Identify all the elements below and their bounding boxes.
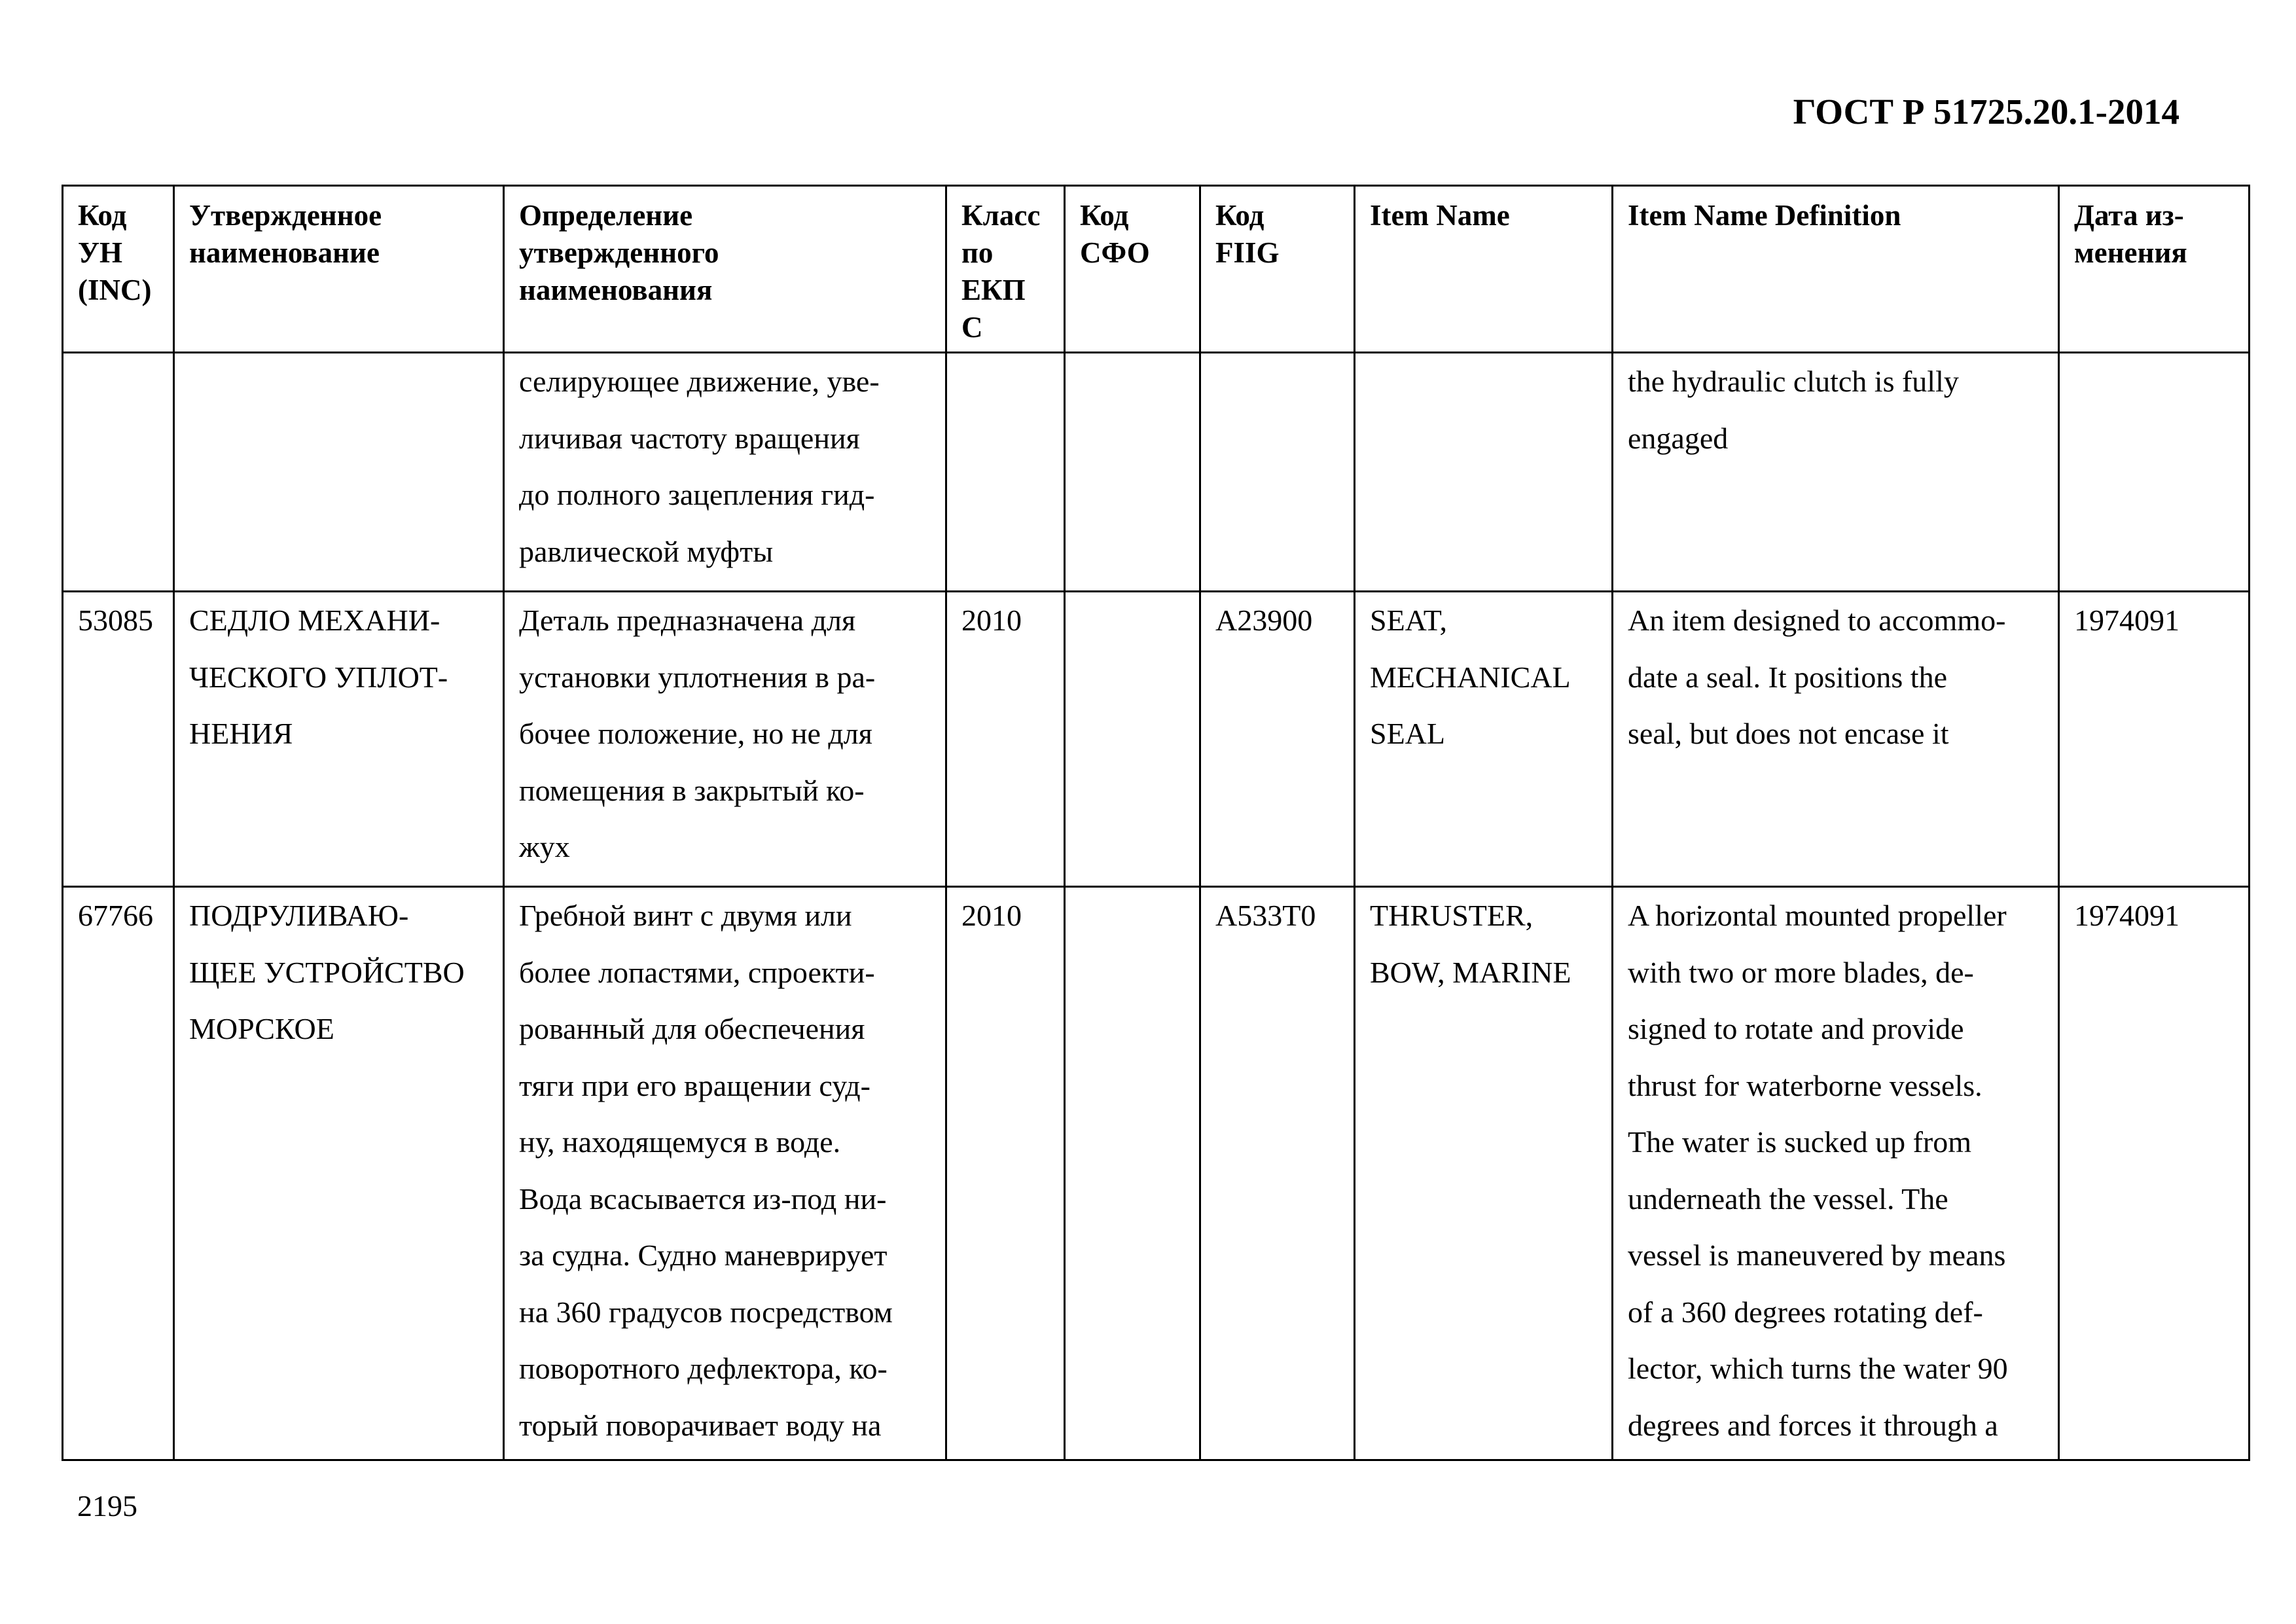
- cell-item-name: SEAT, MECHANICAL SEAL: [1355, 592, 1613, 887]
- cell-inc: 53085: [63, 592, 174, 887]
- header-sfo-code: Код СФО: [1065, 186, 1200, 353]
- cell-class: 2010: [946, 592, 1065, 887]
- cell-inc: [63, 353, 174, 592]
- page-number: 2195: [77, 1489, 137, 1523]
- cell-date: 1974091: [2059, 887, 2250, 1460]
- cell-date: 1974091: [2059, 592, 2250, 887]
- cell-name: ПОДРУЛИВАЮ- ЩЕЕ УСТРОЙСТВО МОРСКОЕ: [174, 887, 504, 1460]
- table-row: [63, 887, 2250, 1460]
- header-change-date: Дата из- менения: [2059, 186, 2250, 353]
- cell-fiig: A23900: [1200, 592, 1355, 887]
- cell-definition: селирующее движение, уве- личивая частоту вращения до полного зацепления гид- равлической муфты: [504, 353, 946, 592]
- header-approved-name-definition: Определение утвержденного наименования: [504, 186, 946, 353]
- cell-item-name: THRUSTER, BOW, MARINE: [1355, 887, 1613, 1460]
- header-item-name: Item Name: [1355, 186, 1613, 353]
- cell-item-definition: An item designed to accommo- date a seal. It positions the seal, but does not encase it: [1613, 592, 2059, 887]
- cell-item-definition: the hydraulic clutch is fully engaged: [1613, 353, 2059, 592]
- header-fiig-code: Код FIIG: [1200, 186, 1355, 353]
- cell-item-name: [1355, 353, 1613, 592]
- cell-class: [946, 353, 1065, 592]
- cell-date: [2059, 353, 2250, 592]
- cell-name: СЕДЛО МЕХАНИ- ЧЕСКОГО УПЛОТ- НЕНИЯ: [174, 592, 504, 887]
- cell-definition: Гребной винт с двумя или более лопастями, спроекти- рованный для обеспечения тяги при его вращении суд- ну, находящемуся в воде. Вода всасывается из-под ни- за судна. Судно маневрирует на 360 градусов посредством поворотного дефлектора, ко- торый поворачивает воду на: [504, 887, 946, 1460]
- table-row: [63, 592, 2250, 887]
- cell-fiig: [1200, 353, 1355, 592]
- cell-item-definition: A horizontal mounted propeller with two or more blades, de- signed to rotate and provide thrust for waterborne vessels. The water is sucked up from underneath the vessel. The vessel is maneuvered by means of a 360 degrees rotating def- lector, which turns the water 90 degrees and forces it through a: [1613, 887, 2059, 1460]
- header-approved-name: Утвержденное наименование: [174, 186, 504, 353]
- cell-sfo: [1065, 592, 1200, 887]
- header-class: Класс по ЕКП С: [946, 186, 1065, 353]
- header-item-name-definition: Item Name Definition: [1613, 186, 2059, 353]
- table-header-row: [63, 186, 2250, 353]
- cell-fiig: A533T0: [1200, 887, 1355, 1460]
- item-name-table: [62, 185, 2250, 1461]
- table-row: [63, 353, 2250, 592]
- cell-sfo: [1065, 887, 1200, 1460]
- document-standard-number: ГОСТ Р 51725.20.1-2014: [1793, 92, 2179, 132]
- cell-inc: 67766: [63, 887, 174, 1460]
- cell-definition: Деталь предназначена для установки уплотнения в ра- бочее положение, но не для помещения в закрытый ко- жух: [504, 592, 946, 887]
- cell-class: 2010: [946, 887, 1065, 1460]
- header-inc-code: Код УН (INC): [63, 186, 174, 353]
- cell-sfo: [1065, 353, 1200, 592]
- cell-name: [174, 353, 504, 592]
